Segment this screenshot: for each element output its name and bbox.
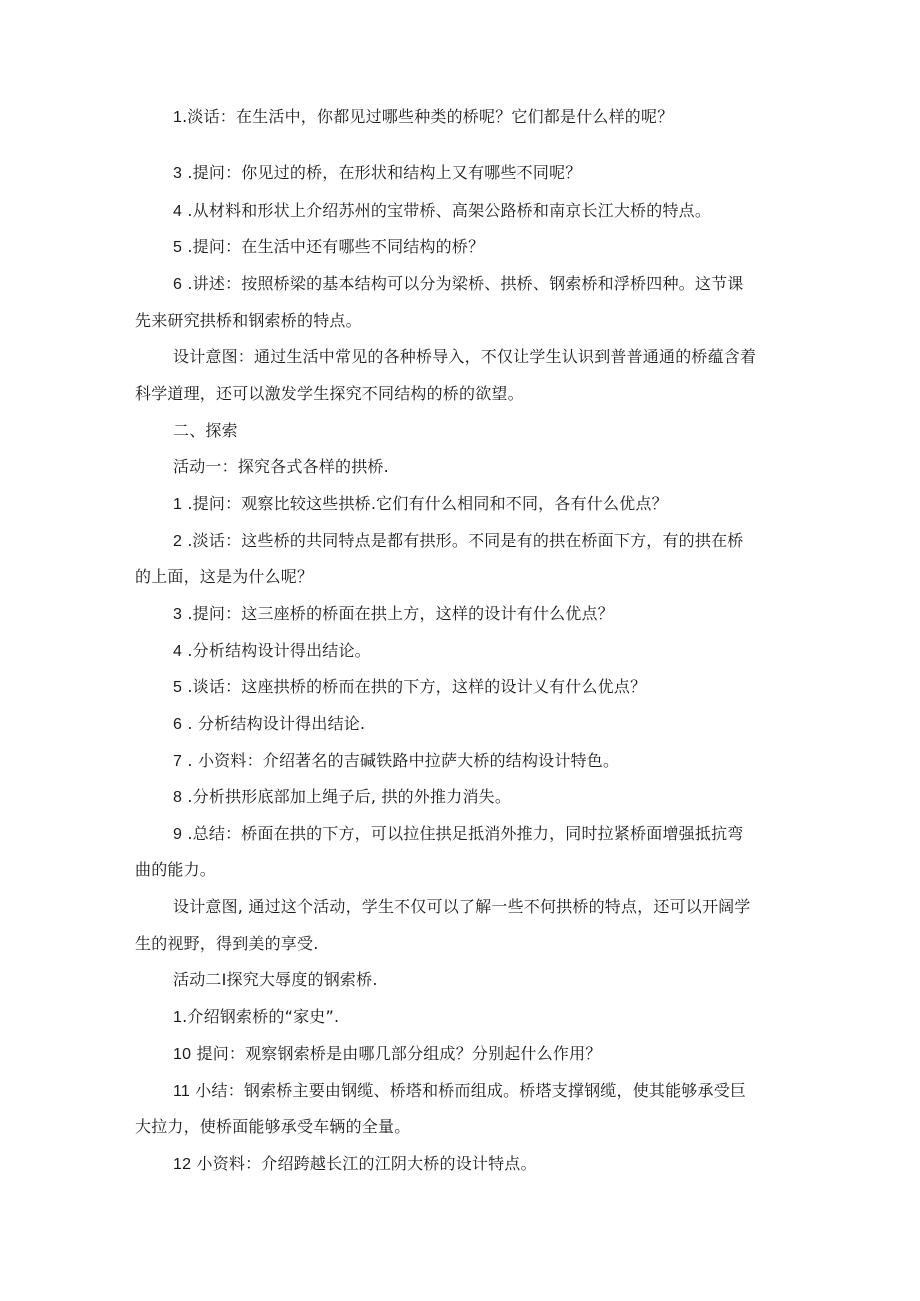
- line-text: .提问：这三座桥的桥面在拱上方，这样的设计有什么优点？: [182, 604, 614, 623]
- line-text: .介绍钢索桥的“家史”.: [182, 1007, 340, 1026]
- line-text: 二、探索: [173, 421, 238, 440]
- item-number: 5: [173, 239, 183, 256]
- line-text: .提问：观察比较这些拱桥.它们有什么相同和不同，各有什么优点？: [182, 494, 668, 513]
- item-number: 11: [173, 1083, 191, 1100]
- line-text: 活动二I探究大辱度的钢索桥.: [173, 970, 378, 989]
- line-text: 小结：钢索桥主要由钢缆、桥塔和桥而组成。桥塔支撑钢缆，使其能够承受巨: [190, 1081, 747, 1100]
- item-number: 1: [173, 496, 183, 513]
- item-number: 4: [173, 643, 183, 660]
- paragraph-continuation: [135, 1117, 795, 1137]
- activity-heading: [173, 457, 833, 477]
- line-text: .淡话：在生活中，你都见过哪些种类的桥呢？它们都是什么样的呢？: [182, 107, 674, 126]
- item-number: 1: [173, 1009, 183, 1026]
- paragraph-continuation: [135, 934, 795, 954]
- line-text: .分析结构设计得出结论。: [182, 641, 371, 660]
- line-text: . 分析结构设计得出结论.: [182, 714, 366, 733]
- item-number: 12: [173, 1156, 192, 1173]
- paragraph-line: [173, 237, 833, 258]
- line-text: 先来研究拱桥和钢索桥的特点。: [135, 311, 362, 330]
- paragraph-continuation: [135, 384, 795, 404]
- paragraph-line: [173, 641, 833, 662]
- item-number: 3: [173, 606, 183, 623]
- paragraph-line: [173, 494, 833, 515]
- item-number: 7: [173, 753, 183, 770]
- line-text: 曲的能力。: [135, 860, 217, 879]
- line-text: . 小资料：介绍著名的吉碱铁路中拉萨大桥的结构设计特色。: [182, 751, 620, 770]
- line-text: .谈话：这座拱桥的桥而在拱的下方，这样的设计乂有什么优点？: [182, 677, 647, 696]
- paragraph-line: [173, 1044, 833, 1065]
- paragraph-continuation: [135, 311, 795, 331]
- line-text: .提问：在生活中还有哪些不同结构的桥？: [182, 237, 485, 256]
- line-text: 大拉力，使桥面能够承受车辆的全量。: [135, 1117, 411, 1136]
- line-text: .分析拱形底部加上绳子后, 拱的外推力消失。: [182, 787, 512, 806]
- item-number: 4: [173, 203, 183, 220]
- paragraph-line: [173, 163, 833, 184]
- paragraph-continuation: [135, 860, 795, 880]
- line-text: .淡话：这些桥的共同特点是都有拱形。不同是有的拱在桥面下方，有的拱在桥: [182, 531, 744, 550]
- paragraph-line: [173, 1154, 833, 1175]
- paragraph-line: [173, 274, 833, 295]
- line-text: 活动一：探究各式各样的拱桥.: [173, 457, 389, 476]
- line-text: 设计意图：通过生活中常见的各种桥导入，不仅让学生认识到普普通通的桥蕴含着: [173, 347, 757, 366]
- paragraph-line: [173, 787, 833, 808]
- activity-heading: [173, 970, 833, 990]
- paragraph-line: [173, 824, 833, 845]
- paragraph-line: [173, 897, 833, 917]
- section-heading: [173, 421, 833, 441]
- line-text: .讲述：按照桥梁的基本结构可以分为梁桥、拱桥、钢索桥和浮桥四种。这节课: [182, 274, 744, 293]
- paragraph-line: [173, 347, 833, 367]
- paragraph-line: [173, 604, 833, 625]
- paragraph-line: [173, 751, 833, 772]
- line-text: .提问：你见过的桥，在形状和结构上又有哪些不同呢？: [182, 163, 582, 182]
- line-text: 设计意图, 通过这个活动，学生不仅可以了解一些不何拱桥的特点，还可以开阔学: [173, 897, 751, 916]
- paragraph-line: [173, 714, 833, 735]
- paragraph-line: [173, 1007, 833, 1028]
- line-text: 提问：观察钢索桥是由哪几部分组成？分别起什么作用？: [191, 1044, 602, 1063]
- line-text: 生的视野，得到美的享受.: [135, 934, 319, 953]
- paragraph-line: [173, 201, 833, 222]
- paragraph-line: [173, 531, 833, 552]
- item-number: 6: [173, 716, 183, 733]
- item-number: 9: [173, 826, 183, 843]
- line-text: 科学道理，还可以激发学生探究不同结构的桥的欲望。: [135, 384, 524, 403]
- item-number: 6: [173, 276, 183, 293]
- line-text: .总结：桥面在拱的下方，可以拉住拱足抵消外推力，同时拉紧桥面增强抵抗弯: [182, 824, 744, 843]
- line-text: 的上面，这是为什么呢？: [135, 567, 314, 586]
- item-number: 10: [173, 1046, 192, 1063]
- line-text: .从材料和形状上介绍苏州的宝带桥、高架公路桥和南京长江大桥的特点。: [182, 201, 712, 220]
- item-number: 5: [173, 679, 183, 696]
- line-text: 小资料：介绍跨越长江的江阴大桥的设计特点。: [191, 1154, 537, 1173]
- item-number: 8: [173, 789, 183, 806]
- paragraph-continuation: [135, 567, 795, 587]
- item-number: 1: [173, 109, 183, 126]
- paragraph-line: [173, 107, 833, 128]
- paragraph-line: [173, 677, 833, 698]
- item-number: 2: [173, 533, 183, 550]
- paragraph-line: [173, 1081, 833, 1102]
- item-number: 3: [173, 165, 183, 182]
